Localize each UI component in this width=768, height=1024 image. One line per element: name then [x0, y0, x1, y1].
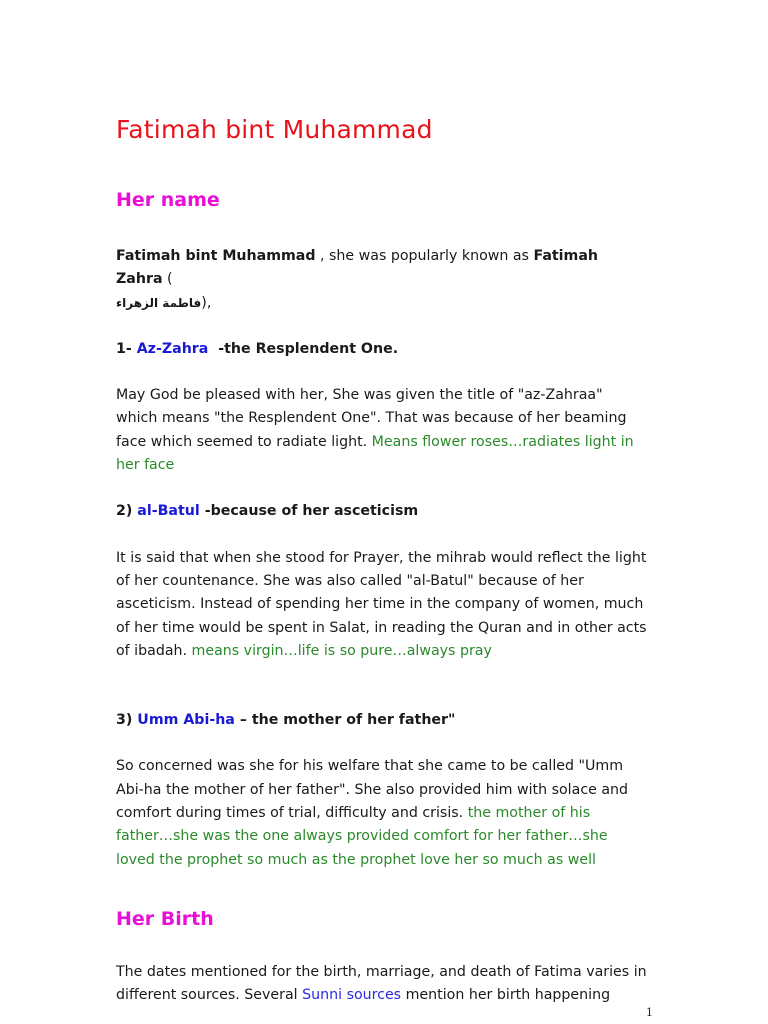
- item1-prefix: 1-: [116, 340, 137, 357]
- item2-note: means virgin…life is so pure…always pray: [191, 642, 492, 659]
- item2-prefix: 2): [116, 503, 138, 520]
- item2-body: It is said that when she stood for Prayer, the mihrab would reflect the light of her countenance. She was also called "al-Batul" because of her asceticism. Instead of spending her time in the company of women, much of her time would be spent in Salat, in reading the Quran and in other acts of ibadah.: [116, 549, 647, 659]
- item3-suffix: – the mother of her father": [234, 712, 456, 729]
- item3-name: Umm Abi-ha: [137, 712, 235, 729]
- item1-heading: [116, 338, 648, 361]
- intro-close-paren: ),: [201, 294, 212, 311]
- item3-paragraph: [116, 755, 648, 871]
- birth-body-end: mention her birth happening: [401, 987, 611, 1004]
- paragraph-intro: [116, 245, 648, 315]
- item2-heading: [116, 500, 648, 523]
- item1-body: May God be pleased with her, She was given the title of "az-Zahraa" which means "the Resplendent One". That was because of her beaming face which seemed to radiate light.: [116, 387, 627, 450]
- intro-open-paren: (: [162, 271, 173, 288]
- item3-heading: [116, 709, 648, 732]
- intro-name: Fatimah bint Muhammad: [116, 248, 316, 264]
- item2-name: al-Batul: [137, 503, 200, 520]
- item1-suffix: -the Resplendent One.: [208, 340, 399, 357]
- arabic-name: فاطمة الزهراء: [116, 295, 202, 310]
- item3-note: the mother of his father…she was the one always provided comfort for her father…she loved the prophet so much as the prophet love her so much as well: [116, 805, 608, 868]
- intro-text: , she was popularly known as: [315, 248, 534, 264]
- item1-note: Means flower roses…radiates light in her face: [116, 433, 634, 474]
- heading-her-name: Her name: [116, 189, 220, 211]
- sunni-sources-link[interactable]: Sunni sources: [302, 987, 402, 1004]
- page-number: 1: [646, 1006, 653, 1019]
- page-title: Fatimah bint Muhammad: [116, 115, 433, 144]
- birth-paragraph: [116, 961, 648, 1008]
- item1-name: Az-Zahra: [136, 340, 209, 357]
- heading-her-birth: Her Birth: [116, 907, 214, 930]
- item3-prefix: 3): [116, 712, 138, 729]
- item3-body: So concerned was she for his welfare that she came to be called "Umm Abi-ha the mother of her father". She also provided him with solace and comfort during times of trial, difficulty and crisis.: [116, 758, 629, 822]
- item2-suffix: -because of her asceticism: [199, 503, 419, 520]
- item2-paragraph: [116, 547, 648, 663]
- intro-known-name: Fatimah Zahra: [116, 248, 599, 288]
- birth-body-start: The dates mentioned for the birth, marriage, and death of Fatima varies in different sources. Several: [116, 963, 647, 1004]
- item1-paragraph: [116, 384, 648, 477]
- page-content: [116, 112, 648, 1008]
